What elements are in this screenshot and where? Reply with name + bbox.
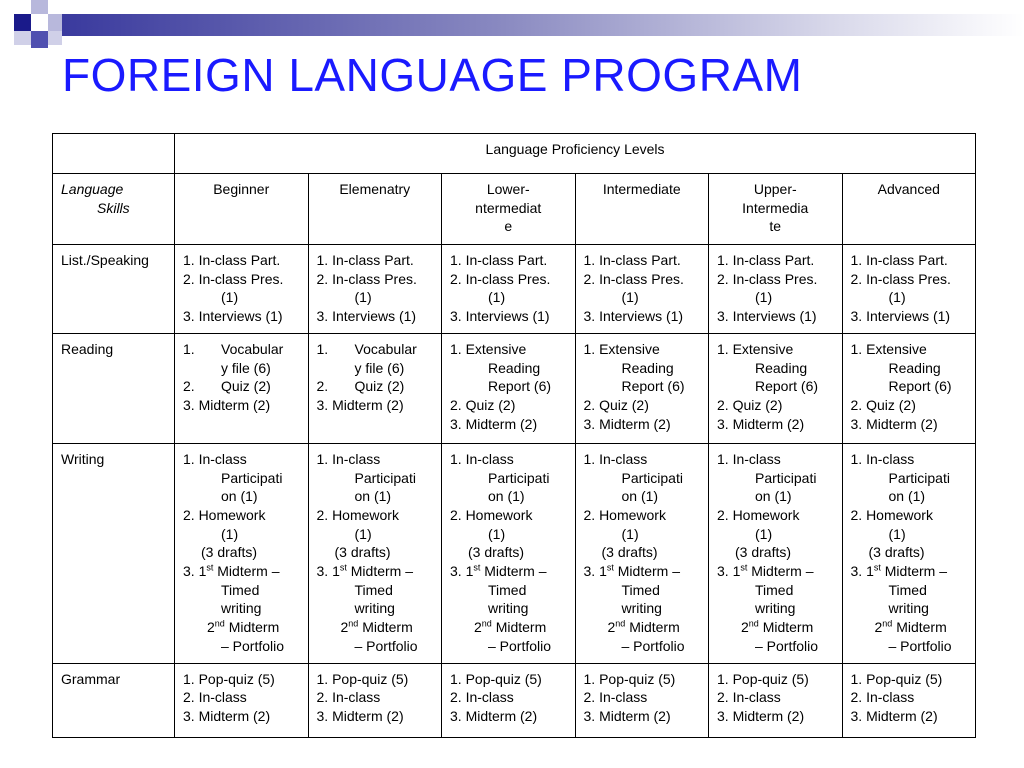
- cell-line: (3 drafts): [735, 544, 792, 561]
- cell-line: on (1): [221, 488, 258, 505]
- writing-cell: [575, 443, 709, 663]
- list-text: Midterm: [892, 619, 947, 636]
- cell-line: 2. In-class Pres.: [850, 270, 951, 287]
- writing-cell: [308, 443, 442, 663]
- cell-line: y file (6): [354, 359, 405, 376]
- list-text: 3. 1: [316, 563, 340, 580]
- cell-line: (1): [221, 525, 239, 542]
- cell-line: writing: [221, 600, 262, 617]
- cell-line: Timed: [888, 581, 927, 598]
- cell-line: 2. Quiz (2): [850, 396, 916, 413]
- cell-line: [183, 377, 300, 396]
- cell-line: – Portfolio: [488, 637, 552, 654]
- list-text: Midterm: [358, 619, 413, 636]
- cell-line: Participati: [621, 469, 683, 486]
- cell-line: writing: [755, 600, 796, 617]
- cell-line: 3. Midterm (2): [183, 707, 271, 724]
- list-text: 2: [874, 619, 883, 636]
- skill-cell-reading: Reading: [53, 333, 175, 443]
- ordinal-suffix: st: [339, 562, 347, 573]
- skills-header-line1: Language: [61, 181, 124, 197]
- cell-line: Report (6): [488, 378, 552, 395]
- cell-line: 2. Homework: [450, 506, 533, 523]
- cell-line: 1. In-class Part.: [717, 252, 815, 268]
- ordinal-suffix: nd: [348, 618, 359, 629]
- skills-header-line2: Skills: [97, 199, 130, 216]
- cell-line: 2. Quiz (2): [450, 396, 516, 413]
- cell-line: (1): [888, 525, 906, 542]
- list-text: 2: [741, 619, 749, 636]
- ordinal-suffix: st: [206, 562, 214, 573]
- list-text: Midterm –: [213, 563, 280, 580]
- cell-line: writing: [354, 600, 395, 617]
- list-number: 1.: [316, 340, 329, 357]
- cell-line: Participati: [755, 469, 817, 486]
- cell-line: 3. Midterm (2): [183, 396, 271, 413]
- cell-line: (1): [354, 525, 372, 542]
- cell-line: 1. Extensive: [583, 340, 660, 357]
- listening-cell: [842, 245, 976, 334]
- cell-line: on (1): [488, 488, 525, 505]
- list-number: 1.: [183, 340, 195, 357]
- list-text: 3. 1: [583, 563, 607, 580]
- cell-line: 2. Homework: [316, 506, 399, 523]
- cell-line: [851, 562, 968, 581]
- cell-line: 2. Homework: [183, 506, 266, 523]
- cell-line: 2. Homework: [583, 506, 666, 523]
- level-header-intermediate: Intermediate: [575, 174, 709, 245]
- grammar-cell: [842, 663, 976, 737]
- cell-line: 2. In-class Pres.: [316, 270, 417, 287]
- cell-line: Timed: [488, 581, 527, 598]
- cell-line: (1): [888, 289, 906, 306]
- ordinal-suffix: nd: [214, 618, 225, 629]
- cell-line: 2. In-class: [850, 689, 915, 706]
- cell-line: (1): [488, 289, 506, 306]
- cell-line: [584, 562, 701, 581]
- cell-line: writing: [621, 600, 662, 617]
- cell-line: 1. In-class: [850, 450, 915, 467]
- proficiency-table: [52, 133, 976, 738]
- deco-square-light: [14, 31, 31, 45]
- ordinal-suffix: st: [473, 562, 481, 573]
- cell-line: 1. Pop-quiz (5): [450, 670, 542, 687]
- cell-line: 1. In-class: [717, 450, 781, 467]
- cell-line: Reading: [755, 359, 808, 376]
- cell-line: 2. In-class Pres.: [583, 270, 684, 287]
- reading-cell: [575, 333, 709, 443]
- cell-line: 1. In-class Part.: [450, 252, 548, 268]
- cell-line: 2. In-class Pres.: [717, 270, 818, 287]
- skill-cell-writing: Writing: [53, 443, 175, 663]
- list-text: Midterm –: [880, 563, 947, 580]
- cell-line: Reading: [888, 359, 941, 376]
- cell-line: 1. Pop-quiz (5): [717, 670, 809, 687]
- list-text: 2: [340, 619, 349, 636]
- cell-line: 2. Quiz (2): [717, 396, 783, 413]
- ordinal-suffix: st: [873, 562, 881, 573]
- list-text: Quiz (2): [354, 378, 405, 395]
- cell-line: 1. Extensive: [717, 340, 794, 357]
- cell-line: (1): [621, 525, 639, 542]
- cell-line: – Portfolio: [621, 637, 685, 654]
- reading-cell: [175, 333, 309, 443]
- cell-line: [183, 562, 300, 581]
- ordinal-suffix: nd: [481, 618, 492, 629]
- grammar-cell: [442, 663, 576, 737]
- cell-line: 1. In-class Part.: [583, 252, 681, 268]
- cell-line: [183, 340, 300, 359]
- cell-line: 2. Homework: [717, 506, 800, 523]
- cell-line: 3. Interviews (1): [583, 308, 684, 325]
- list-number: 2.: [183, 378, 195, 395]
- list-text: Midterm –: [346, 563, 413, 580]
- cell-line: 3. Midterm (2): [583, 707, 671, 724]
- cell-line: 1. Pop-quiz (5): [583, 670, 676, 687]
- cell-line: Timed: [621, 581, 660, 598]
- cell-line: [450, 562, 567, 581]
- listening-cell: [175, 245, 309, 334]
- cell-line: Reading: [621, 359, 674, 376]
- list-text: Midterm: [758, 619, 814, 636]
- level-header-beginner: Beginner: [175, 174, 309, 245]
- cell-line: 3. Midterm (2): [717, 415, 805, 432]
- table-corner-cell: [53, 134, 175, 174]
- writing-cell: [709, 443, 843, 663]
- cell-line: (1): [621, 289, 639, 306]
- cell-line: 1. Pop-quiz (5): [316, 670, 409, 687]
- cell-line: [317, 377, 434, 396]
- cell-line: writing: [488, 600, 529, 617]
- table-row-reading: [53, 333, 976, 443]
- cell-line: Timed: [221, 581, 260, 598]
- cell-line: Report (6): [888, 378, 952, 395]
- cell-line: 2. In-class: [717, 689, 781, 706]
- ordinal-suffix: st: [740, 562, 748, 573]
- grammar-cell: [175, 663, 309, 737]
- cell-line: 2. In-class: [450, 689, 514, 706]
- cell-line: (1): [755, 289, 773, 306]
- list-text: 2: [474, 619, 482, 636]
- skill-cell-grammar: Grammar: [53, 663, 175, 737]
- skills-header-cell: [53, 174, 175, 245]
- cell-line: 1. Pop-quiz (5): [183, 670, 275, 687]
- reading-cell: [308, 333, 442, 443]
- cell-line: [317, 618, 434, 637]
- cell-line: 1. In-class: [316, 450, 381, 467]
- cell-line: 3. Midterm (2): [450, 415, 538, 432]
- cell-line: 1. Pop-quiz (5): [850, 670, 943, 687]
- cell-line: Report (6): [755, 378, 819, 395]
- list-text: Midterm: [224, 619, 280, 636]
- cell-line: [450, 618, 567, 637]
- cell-line: on (1): [888, 488, 926, 505]
- cell-line: 1. In-class Part.: [183, 252, 281, 268]
- level-header-lower-intermediate: Lower- ntermediat e: [442, 174, 576, 245]
- cell-line: [584, 618, 701, 637]
- cell-line: 2. In-class Pres.: [183, 270, 284, 287]
- cell-line: 3. Interviews (1): [450, 308, 550, 325]
- listening-cell: [709, 245, 843, 334]
- deco-square-light: [31, 0, 48, 14]
- cell-line: y file (6): [221, 359, 271, 376]
- list-text: 3. 1: [183, 563, 207, 580]
- cell-line: 1. In-class: [183, 450, 247, 467]
- cell-line: (3 drafts): [334, 544, 391, 561]
- table-level-header-row: [53, 174, 976, 245]
- cell-line: Participati: [888, 469, 950, 486]
- list-text: Midterm –: [747, 563, 814, 580]
- cell-line: (1): [354, 289, 372, 306]
- cell-line: Participati: [488, 469, 550, 486]
- list-text: Vocabular: [221, 340, 284, 357]
- table-group-header-row: [53, 134, 976, 174]
- cell-line: 2. In-class: [583, 689, 648, 706]
- list-text: 3. 1: [717, 563, 741, 580]
- level-header-elementary: Elemenatry: [308, 174, 442, 245]
- cell-line: (1): [755, 525, 773, 542]
- list-text: 2: [607, 619, 616, 636]
- list-text: Midterm –: [613, 563, 680, 580]
- cell-line: (3 drafts): [601, 544, 658, 561]
- cell-line: 3. Midterm (2): [583, 415, 671, 432]
- cell-line: 1. Extensive: [450, 340, 527, 357]
- cell-line: (3 drafts): [468, 544, 525, 561]
- deco-square-light: [48, 14, 62, 31]
- writing-cell: [175, 443, 309, 663]
- cell-line: on (1): [755, 488, 792, 505]
- list-number: 2.: [316, 378, 329, 395]
- cell-line: writing: [888, 600, 929, 617]
- cell-line: (3 drafts): [201, 544, 258, 561]
- list-text: Midterm: [625, 619, 680, 636]
- cell-line: (1): [488, 525, 506, 542]
- reading-cell: [709, 333, 843, 443]
- deco-square-light: [48, 31, 62, 45]
- cell-line: [317, 562, 434, 581]
- cell-line: 1. In-class Part.: [316, 252, 414, 268]
- deco-gradient-bar: [62, 14, 1024, 36]
- cell-line: on (1): [354, 488, 392, 505]
- cell-line: 1. In-class: [450, 450, 514, 467]
- table-row-grammar: [53, 663, 976, 737]
- list-text: Vocabular: [354, 340, 417, 357]
- cell-line: Reading: [488, 359, 541, 376]
- cell-line: Timed: [755, 581, 794, 598]
- ordinal-suffix: nd: [748, 618, 759, 629]
- cell-line: – Portfolio: [221, 637, 285, 654]
- cell-line: 1. In-class: [583, 450, 648, 467]
- cell-line: – Portfolio: [888, 637, 952, 654]
- list-text: Quiz (2): [221, 378, 271, 395]
- cell-line: 2. Quiz (2): [583, 396, 649, 413]
- table-row-listening-speaking: [53, 245, 976, 334]
- cell-line: – Portfolio: [755, 637, 819, 654]
- cell-line: Participati: [221, 469, 283, 486]
- cell-line: 3. Interviews (1): [183, 308, 283, 325]
- cell-line: 3. Midterm (2): [850, 707, 938, 724]
- list-text: 3. 1: [850, 563, 874, 580]
- cell-line: 3. Interviews (1): [316, 308, 417, 325]
- cell-line: on (1): [621, 488, 659, 505]
- level-header-advanced: Advanced: [842, 174, 976, 245]
- cell-line: (1): [221, 289, 239, 306]
- reading-cell: [842, 333, 976, 443]
- cell-line: 2. In-class: [316, 689, 381, 706]
- cell-line: Timed: [354, 581, 393, 598]
- cell-line: Participati: [354, 469, 416, 486]
- cell-line: 2. In-class Pres.: [450, 270, 551, 287]
- slide-title: FOREIGN LANGUAGE PROGRAM: [62, 49, 803, 101]
- cell-line: 3. Midterm (2): [316, 396, 404, 413]
- group-header-cell: Language Proficiency Levels: [175, 134, 976, 174]
- cell-line: 3. Midterm (2): [717, 707, 805, 724]
- cell-line: 3. Midterm (2): [850, 415, 938, 432]
- cell-line: [717, 618, 834, 637]
- writing-cell: [442, 443, 576, 663]
- listening-cell: [575, 245, 709, 334]
- cell-line: 2. Homework: [850, 506, 933, 523]
- level-header-upper-intermediate: Upper- Intermedia te: [709, 174, 843, 245]
- cell-line: [317, 340, 434, 359]
- list-text: Midterm –: [480, 563, 547, 580]
- grammar-cell: [709, 663, 843, 737]
- cell-line: Report (6): [621, 378, 685, 395]
- grammar-cell: [308, 663, 442, 737]
- table-row-writing: [53, 443, 976, 663]
- list-text: 2: [207, 619, 215, 636]
- deco-square-dark: [14, 14, 31, 31]
- cell-line: [851, 618, 968, 637]
- writing-cell: [842, 443, 976, 663]
- cell-line: [717, 562, 834, 581]
- reading-cell: [442, 333, 576, 443]
- ordinal-suffix: nd: [615, 618, 626, 629]
- ordinal-suffix: st: [606, 562, 614, 573]
- cell-line: 1. In-class Part.: [850, 252, 948, 268]
- cell-line: (3 drafts): [868, 544, 925, 561]
- cell-line: 3. Midterm (2): [450, 707, 538, 724]
- grammar-cell: [575, 663, 709, 737]
- cell-line: [183, 618, 300, 637]
- list-text: Midterm: [491, 619, 547, 636]
- cell-line: 1. Extensive: [850, 340, 927, 357]
- skill-cell-listening: List./Speaking: [53, 245, 175, 334]
- listening-cell: [308, 245, 442, 334]
- ordinal-suffix: nd: [882, 618, 893, 629]
- cell-line: 2. In-class: [183, 689, 247, 706]
- listening-cell: [442, 245, 576, 334]
- deco-square-mid: [31, 31, 48, 48]
- cell-line: – Portfolio: [354, 637, 418, 654]
- list-text: 3. 1: [450, 563, 474, 580]
- cell-line: 3. Midterm (2): [316, 707, 404, 724]
- cell-line: 3. Interviews (1): [850, 308, 951, 325]
- cell-line: 3. Interviews (1): [717, 308, 817, 325]
